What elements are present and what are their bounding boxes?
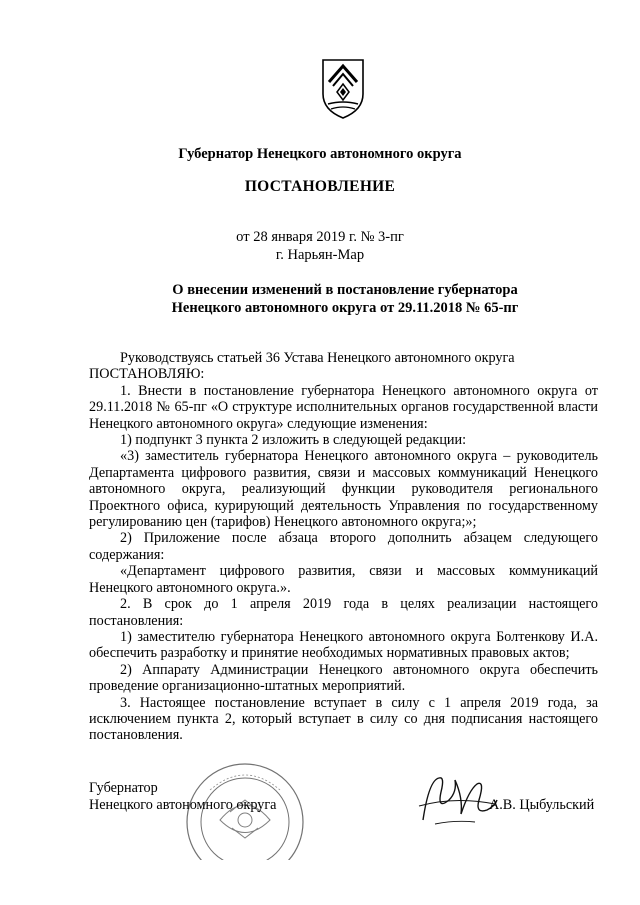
governor-title: Губернатор Ненецкого автономного округа	[178, 146, 462, 162]
document-subject	[80, 281, 610, 317]
document-body	[89, 350, 598, 744]
signatory-position	[89, 780, 276, 814]
document-city: г. Нарьян-Мар	[275, 247, 365, 263]
paragraph-item-2: 2. В срок до 1 апреля 2019 года в целях реализации настоящего постановления:	[89, 596, 598, 629]
subject-line-2: Ненецкого автономного округа от 29.11.2018 № 65-пг	[171, 300, 519, 316]
subject-line-1: О внесении изменений в постановление губернатора	[172, 282, 518, 298]
subitem-1-1: 1) подпункт 3 пункта 2 изложить в следующей редакции:	[120, 432, 467, 449]
subitem-2-1: 1) заместителю губернатора Ненецкого автономного округа Болтенкову И.А. обеспечить разработку и принятие необходимых нормативных правовых актов;	[89, 628, 598, 662]
paragraph-item-3: 3. Настоящее постановление вступает в силу с 1 апреля 2019 года, за исключением пункта 2, который вступает в силу со дня подписания настоящего постановления.	[89, 694, 598, 744]
subitem-2-2: 2) Аппарату Администрации Ненецкого автономного округа обеспечить проведение организационно-штатных мероприятий.	[89, 661, 598, 695]
resolve-word: ПОСТАНОВЛЯЮ:	[89, 366, 205, 383]
signatory-name: А.В. Цыбульский	[489, 797, 595, 813]
quoted-text-1: «3) заместитель губернатора Ненецкого автономного округа – руководитель Департамента цифрового развития, связи и массовых коммуникаций Ненецкого автономного округа, реализующий функции руководителя регионального Проектного офиса, курирующий деятельность Управления по государственному регулированию цен (тарифов) Ненецкого автономного округа;»;	[89, 448, 598, 531]
handwritten-signature	[415, 770, 500, 830]
position-line-2: Ненецкого автономного округа	[89, 797, 277, 813]
quoted-text-2: «Департамент цифрового развития, связи и массовых коммуникаций Ненецкого автономного округа.».	[89, 563, 598, 596]
preamble: Руководствуясь статьей 36 Устава Ненецкого автономного округа	[120, 350, 515, 366]
document-type: ПОСТАНОВЛЕНИЕ	[244, 178, 396, 195]
coat-of-arms-icon	[319, 56, 367, 120]
document-date-number: от 28 января 2019 г. № 3-пг	[236, 229, 404, 245]
paragraph-item-1: 1. Внести в постановление губернатора Ненецкого автономного округа от 29.11.2018 № 65-пг «О структуре исполнительных органов государственной власти Ненецкого автономного округа» следующие изменения:	[89, 382, 598, 432]
position-line-1: Губернатор	[89, 780, 158, 796]
subitem-1-2: 2) Приложение после абзаца второго дополнить абзацем следующего содержания:	[89, 530, 598, 563]
